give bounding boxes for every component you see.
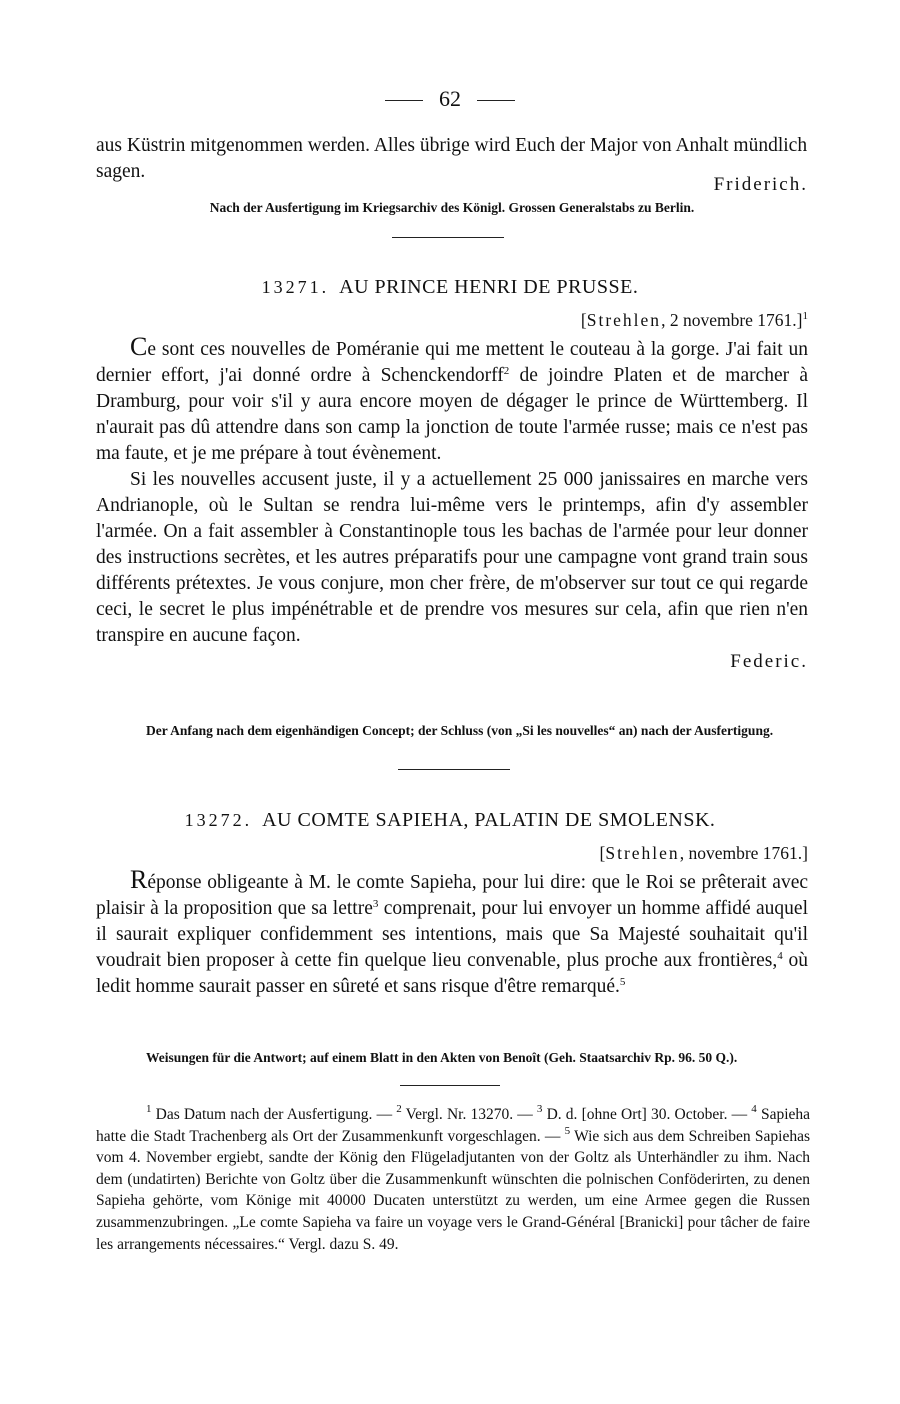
intro-signature: Friderich. — [713, 174, 808, 195]
header-dash-right — [477, 100, 515, 101]
footnotes — [96, 1104, 810, 1255]
letter-source: Weisungen für die Antwort; auf einem Blatt in den Akten von Benoît (Geh. Staatsarchiv Rp. 96. 50 Q.). — [146, 1050, 738, 1065]
intro-signature-block — [96, 172, 808, 198]
letter-body-13271 — [96, 332, 809, 675]
letter-paragraph: Si les nouvelles accusent juste, il y a actuellement 25 000 janissaires en marche vers Andrianople, où le Sultan se rendra lui-même vers le printemps, afin d'y assembler l'armée. On a fait assembler à Constantinople tous les bachas de l'armée pour leur donner des instructions secrètes, et les autres préparatifs pour une campagne vont grand train sous différents prétextes. Je vous conjure, mon cher frère, de m'observer sur tout ce qui regarde ceci, le secret le plus impénétrable et de prendre vos mesures sur cela, afin que rien n'en transpire en aucune façon. — [96, 469, 808, 646]
letter-place: Strehlen — [586, 310, 662, 330]
letter-heading-13272 — [0, 807, 900, 833]
footnote-mark: 3 — [536, 1103, 543, 1115]
section-divider — [398, 769, 510, 770]
intro-source-block — [96, 199, 808, 216]
footnote-ref: 3 — [372, 898, 379, 910]
footnote-ref: 1 — [802, 310, 808, 322]
letter-paragraph: Ce sont ces nouvelles de Poméranie qui me mettent le couteau à la gorge. J'ai fait un dernier effort, j'ai donné ordre à Schenckendorff$^2$ de joindre Platen et de marcher à Dramburg, pour voir s'il y aura encore moyen de dégager le prince de Württemberg. Il n'aurait pas dû attendre dans son camp la jonction de toute l'armée russe; mais ce n'est pas ma faute, et je me prépare à tout évènement. — [96, 332, 809, 464]
letter-place: Strehlen — [605, 843, 680, 863]
letter-addressee: AU PRINCE HENRI DE PRUSSE. — [339, 276, 639, 298]
footnote-divider — [400, 1085, 500, 1086]
letter-source-block-13271 — [96, 722, 808, 739]
letter-body-13272 — [96, 865, 808, 1000]
intro-source: Nach der Ausfertigung im Kriegsarchiv des Königl. Grossen Generalstabs zu Berlin. — [209, 200, 695, 215]
footnote-mark: 1 — [146, 1103, 152, 1115]
letter-number: 13271. — [261, 277, 330, 297]
letter-source: Der Anfang nach dem eigenhändigen Concept; der Schluss (von „Si les nouvelles“ an) nach der Ausfertigung. — [146, 723, 774, 738]
letter-paragraph: Réponse obligeante à M. le comte Sapieha, pour lui dire: que le Roi se prêterait avec plaisir à la proposition que sa lettre$^3$ comprenait, pour lui envoyer un homme affidé auquel il saurait expliquer confidemment ses intentions, mais que Sa Majesté souhaitait qu'il voudrait bien proposer à cette fin quelque lieu convenable, plus proche aux frontières,$^4$ où ledit homme saurait passer en sûreté et sans risque d'être remarqué.$^5$ — [96, 865, 808, 997]
footnote-text: $^1$ Das Datum nach der Ausfertigung. — $^2$ Vergl. Nr. 13270. — $^3$ D. d. [ohne Ort] 30. October. — $^4$ Sapieha hatte die Stadt Trachenberg als Ort der Zusammenkunft vorgeschlagen. — $^5$ Wie sich aus dem Schreiben Sapiehas vom 4. November ergiebt, sandte der König den Flügeladjutanten von der Goltz als Unterhändler zu ihm. Nach dem (undatirten) Berichte von Goltz über die Zusammenkunft wünschten die polnischen Conföderirten, zu denen Sapieha gehörte, vom Könige mit 40000 Ducaten unterstützt zu werden, um eine Armee gegen die Russen zusammenzubringen. „Le comte Sapieha va faire un voyage vers le Grand-Général [Branicki] pour tâcher de faire les arrangements nécessaires.“ Vergl. dazu S. 49. — [96, 1103, 811, 1253]
header-dash-left — [385, 100, 423, 101]
intro-text: aus Küstrin mitgenommen werden. Alles übrige wird Euch der Major von Anhalt mündlich sagen. — [96, 135, 808, 182]
letter-heading-13271 — [0, 274, 900, 300]
letter-date-13271: [Strehlen, 2 novembre 1761.]$^1$ — [580, 310, 808, 330]
footnote-mark: 5 — [564, 1124, 571, 1137]
footnote-ref: 4 — [777, 950, 783, 962]
letter-source-block-13272 — [96, 1049, 808, 1066]
section-divider — [392, 237, 504, 238]
page-header — [0, 84, 900, 114]
footnote-ref: 5 — [619, 976, 626, 988]
footnote-mark: 2 — [396, 1103, 402, 1115]
initial-letter: R — [130, 865, 148, 894]
footnote-mark: 4 — [751, 1103, 757, 1115]
initial-letter: C — [130, 332, 148, 361]
letter-signature: Federic. — [730, 651, 808, 672]
letter-addressee: AU COMTE SAPIEHA, PALATIN DE SMOLENSK. — [262, 809, 716, 831]
letter-number: 13272. — [184, 810, 253, 830]
page-number: 62 — [439, 86, 461, 111]
letter-date-13272: [Strehlen, novembre 1761.] — [599, 843, 808, 863]
footnote-ref: 2 — [503, 365, 510, 377]
